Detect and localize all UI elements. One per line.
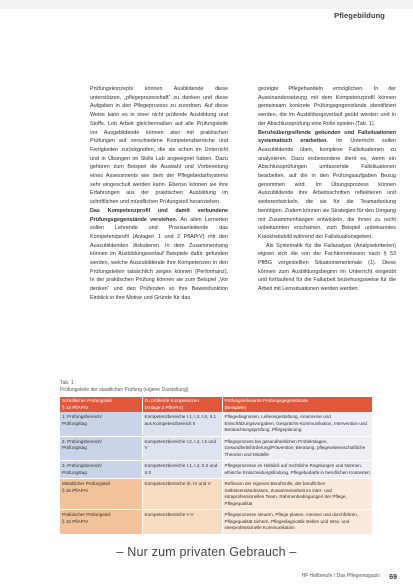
table-cell: Pflegeprozesse steuern, Pflege planen, messen und durchführen, Pflegequalität sichern, Pflegediagnostik stellen und Intra- und interprofessionelle Kommunikation [222,510,373,535]
exam-parts-table [60,397,373,535]
body-paragraph: gezeigte Pflegehandeln ermöglichen. In der Auseinandersetzung mit dem Kompetenzprofil können gemeinsam konkrete Prüfungsgegenstände identifiziert werden, die im Ausbildungsverlauf geübt werden und in der Abschlussprüfung eine Rolle spielen (Tab. 1). [258,86,396,127]
watermark: – Nur zum privaten Gebrauch – [116,545,297,559]
body-paragraph: Berufsübergreifende gebunden und Fallsituationen systematisch erarbeiten. Im Unterricht sollen Auszubildende üben, komplexe Fallsituationen zu analysieren. Dazu insbesondere dient es, wenn ein Abschlussprüfungen umfassende Fallsituationen bearbeiten, auf die in den Prüfungsaufgaben Bezug genommen wird. Im Übungsprozess können Auszubildende ihre Arbeitsschritten reflektieren und weiterentwickeln, die sie für die Teamarbeitung benötigen. Zudem können sie Strategien für den Umgang mit Zusammenhängen entwickeln, die ihnen zu recht unbekannten erscheinen, zum Beispiel unbekanntes Krankheitsbild während der Fallsituationsgeben. [258,129,396,240]
table-row [60,479,373,510]
body-paragraph: Prüfungskonzepts können Ausbildende diese unterstützen, „pflegeprozesshaft“ zu denken und diese Aufgaben in den Pflegeprozess zu zuordnen. Auf diese Weise kann es in einer nicht prüfende Ausbildung und Stoffs. Lob Arbeit gleichermaßen auf alle Prüfungsteile vor Ausgebildende können also mit praktischen Prüfungen auf verschiedene Kompetenzbereiche und Fertigkeiten zurückgreifen, die sie schon im Unterricht und in Übungen im Skills Lab angeeignet haben. Dazu gehören zum Beispiel die Auswahl und Vorbereitung eines Assessments wie dem der Pflegebedarfsystems sehr eingeschult werden kann. Ebenso können sie ihre Erfahrungen aus der praktischen Ausbildung im schriftlichen und mündlichen Prüfungsteil heranziehen. [90,86,228,206]
table-cell: Kompetenzbereiche I–V [142,510,222,535]
table-row [60,510,373,535]
table-cell: Pflegeprozess bei gesundheitlichen Problemlagen, Gesundheitsförderung/Prävention, Beratung, pflegewissenschaftliche Theorien und Modelle [222,436,373,461]
table-cell: 3. Prüfungsbereich/ Prüfungstag [60,461,142,479]
table-cell: Reflexion der eigenen Berufsrolle, der beruflichen Selbstverständnisses, Zusammenarbeit im inter- und intraprofessionellen Team, Rahmenbedingungen der Pflege, Pflegequalität [222,479,373,510]
table-caption [60,380,188,394]
table-caption-number: Tab. 1 [60,380,74,386]
top-rule [0,0,413,9]
table-header-cell: Zu prüfende Kompetenzen (Anlage 2 PflAPrV) [142,397,222,412]
body-paragraph: Das Kompetenzprofil und damit verbundene Prüfungsgegenstände verstehen. An allen Lernorten sollen Lehrende und Praxisanleitende das Kompetenzprofil (Anlagen 1 und 2 PflAPrV) mit den Auszubildenden diskutieren. In dem Zusammenhang können im Ausbildungsverlauf Beispiele dafür gefunden werden, welche Auszubildende ihre Kompetenzen in den Prüfungsteilen tatsächlich zeigen können (Performanz). In der praktischen Prüfung können sie zum Beispiel „Vor denken“ und den Prüfenden so ihre Beweisfunktion Einblick in ihre Motive und Gründe für das [90,207,228,301]
table-cell: Kompetenzbereiche I.1, I.2, II.2 und II.3 [142,461,222,479]
table-cell: 2. Prüfungsbereich/ Prüfungstag [60,436,142,461]
body-paragraph: Als Systematik für die Fallanalyse (Analysekriterien) eignen sich die von der Fachkommission nach § 53 PflBG vorgestellten Situationsmerkmale (1). Diese können zum Ausbildungsbeginn im Unterricht eingeübt und fortlaufend für die Fallarbeit beziehungsweise für die Arbeit mit Lernsituationen werden werden. [258,242,396,293]
table-cell: Mündlicher Prüfungsteil § 15 PflAPrV [60,479,142,510]
table-caption-title: Prüfungsteile der staatlichen Prüfung (eigene Darstellung) [60,387,189,393]
table-cell: Kompetenzbereiche I.1, I.2, I.6, II.1 aus Kompetenzbereich II [142,412,222,436]
table-cell: Praktischer Prüfungsteil § 16 PflAPrV [60,510,142,535]
page-number: 69 [389,574,397,581]
left-text-column [90,85,228,303]
table-cell: Pflegeprozesse im Hinblick auf rechtliche Regelungen und Normen, ethische Entscheidungsfindung, Pflegebedarfe in beruflichen Kontexten [222,461,373,479]
table-cell: Pflegediagnosen, Lebensgestaltung, Anamnese und Einschätzungsvorgaben, Gesprächs-Kommunikation, Intervention und Beobachtungsprüfung, Pflegeplanung [222,412,373,436]
table-header-cell: Prüfungsrelevante Prüfungsgegenstände (Beispiele) [222,397,373,412]
table-row [60,461,373,479]
table-row [60,436,373,461]
table-row [60,412,373,436]
footer-journal: HF Heilberufe / Das Pflegemagazin [301,573,380,579]
table-body [60,412,373,534]
table-cell: 1. Prüfungsbereich/ Prüfungstag [60,412,142,436]
section-label: Pflegebildung [334,11,385,20]
table-cell: Kompetenzbereiche I.2, I.2, I.5 und V [142,436,222,461]
table-header-cell: Schriftlicher Prüfungsteil § 14 PflAPrV [60,397,142,412]
right-text-column [258,85,396,294]
table-header-row [60,397,373,412]
table-cell: Kompetenzbereiche III, IV und V [142,479,222,510]
